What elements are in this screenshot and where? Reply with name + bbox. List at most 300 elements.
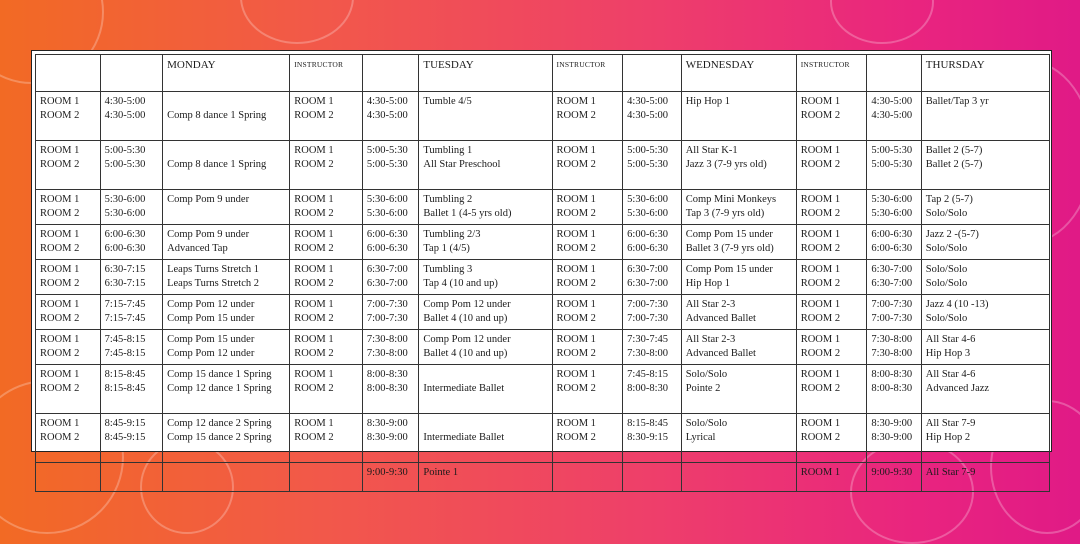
- room-cell-line: ROOM 1: [294, 334, 334, 345]
- header-instructor: INSTRUCTOR: [796, 55, 867, 92]
- room-cell: [290, 225, 363, 260]
- time-cell-line: 7:30-7:45: [627, 334, 669, 345]
- room-cell-line: ROOM 1: [294, 194, 334, 205]
- room-cell-line: ROOM 2: [556, 313, 596, 324]
- time-cell: [867, 330, 921, 365]
- time-cell-line: 8:30-9:00: [871, 432, 913, 443]
- class-cell-line: All Star 4-6: [925, 369, 976, 380]
- time-cell-line: 5:00-5:30: [627, 145, 669, 156]
- class-cell: [419, 463, 552, 492]
- class-cell: [419, 92, 552, 141]
- class-cell-line: Ballet 1 (4-5 yrs old): [423, 208, 512, 219]
- room-cell-line: ROOM 1: [556, 229, 596, 240]
- time-cell-line: 7:45-8:15: [104, 348, 146, 359]
- class-cell-line: Tumble 4/5: [423, 96, 472, 107]
- time-cell: [362, 365, 419, 414]
- class-cell-line: Comp 15 dance 2 Spring: [167, 432, 272, 443]
- time-cell-line: 7:00-7:30: [366, 313, 408, 324]
- class-cell: [921, 295, 1049, 330]
- class-cell-line: Comp Pom 15 under: [685, 264, 773, 275]
- room-cell-line: ROOM 2: [40, 432, 80, 443]
- room-cell-line: ROOM 2: [294, 313, 334, 324]
- room-cell-line: ROOM 2: [556, 110, 596, 121]
- time-cell-line: 8:15-8:45: [104, 369, 146, 380]
- header-thursday: THURSDAY: [921, 55, 1049, 92]
- room-cell: [796, 225, 867, 260]
- room-cell-line: ROOM 2: [294, 208, 334, 219]
- room-cell: [36, 141, 101, 190]
- room-cell-line: ROOM 2: [40, 383, 80, 394]
- time-cell-line: 4:30-5:00: [104, 110, 146, 121]
- room-cell-line: ROOM 1: [40, 96, 80, 107]
- header-blank: [623, 55, 682, 92]
- class-cell-line: Advanced Ballet: [685, 313, 756, 324]
- time-cell-line: 7:00-7:30: [366, 299, 408, 310]
- room-cell: [36, 225, 101, 260]
- class-cell-line: Solo/Solo: [925, 243, 968, 254]
- class-cell: [419, 141, 552, 190]
- room-cell: [290, 365, 363, 414]
- class-cell: [681, 463, 796, 492]
- time-cell-line: 7:30-8:00: [366, 348, 408, 359]
- schedule-row: [36, 190, 1050, 225]
- room-cell-line: ROOM 1: [800, 467, 841, 478]
- room-cell: [552, 225, 623, 260]
- time-cell-line: 8:30-9:00: [366, 418, 408, 429]
- class-cell: [681, 92, 796, 141]
- room-cell-line: ROOM 2: [556, 208, 596, 219]
- time-cell-line: 8:15-8:45: [104, 383, 146, 394]
- room-cell: [552, 190, 623, 225]
- time-cell-line: 5:30-6:00: [104, 208, 146, 219]
- header-wednesday: WEDNESDAY: [681, 55, 796, 92]
- class-cell: [921, 141, 1049, 190]
- schedule-row: [36, 330, 1050, 365]
- header-instructor: INSTRUCTOR: [290, 55, 363, 92]
- class-cell: [419, 260, 552, 295]
- time-cell-line: 5:30-6:00: [627, 208, 669, 219]
- time-cell-line: 8:00-8:30: [366, 369, 408, 380]
- room-cell-line: ROOM 1: [40, 369, 80, 380]
- time-cell-line: 7:15-7:45: [104, 313, 146, 324]
- room-cell-line: ROOM 2: [294, 432, 334, 443]
- class-cell-line: Comp 8 dance 1 Spring: [167, 110, 267, 121]
- time-cell-line: 7:30-8:00: [871, 348, 913, 359]
- class-cell: [419, 295, 552, 330]
- room-cell: [36, 92, 101, 141]
- class-cell-line: Tumbling 2: [423, 194, 473, 205]
- class-cell-line: Leaps Turns Stretch 1: [167, 264, 259, 275]
- time-cell-line: 6:00-6:30: [366, 229, 408, 240]
- class-cell-line: Comp 12 dance 2 Spring: [167, 418, 272, 429]
- room-cell: [36, 295, 101, 330]
- time-cell-line: 8:00-8:30: [627, 383, 669, 394]
- room-cell-line: ROOM 2: [556, 348, 596, 359]
- room-cell-line: ROOM 2: [40, 208, 80, 219]
- time-cell: [867, 295, 921, 330]
- time-cell: [867, 190, 921, 225]
- class-cell: [921, 365, 1049, 414]
- room-cell-line: ROOM 1: [556, 96, 596, 107]
- time-cell-line: 7:00-7:30: [871, 299, 913, 310]
- class-cell-line: Tap 4 (10 and up): [423, 278, 498, 289]
- class-cell-line: Solo/Solo: [685, 369, 728, 380]
- class-cell-line: Comp Pom 12 under: [423, 299, 511, 310]
- schedule-row: [36, 92, 1050, 141]
- header-row: [36, 55, 1050, 92]
- class-cell-line: Lyrical: [685, 432, 716, 443]
- time-cell: [867, 463, 921, 492]
- time-cell-line: 6:30-7:00: [871, 278, 913, 289]
- room-cell-line: ROOM 1: [800, 369, 841, 380]
- time-cell-line: 5:00-5:30: [871, 159, 913, 170]
- class-cell-line: Ballet 4 (10 and up): [423, 348, 508, 359]
- time-cell: [100, 463, 163, 492]
- class-cell: [419, 414, 552, 463]
- time-cell-line: 6:30-7:15: [104, 278, 146, 289]
- room-cell-line: ROOM 1: [556, 264, 596, 275]
- class-cell: [163, 330, 290, 365]
- class-cell-line: Tap 2 (5-7): [925, 194, 973, 205]
- room-cell-line: ROOM 1: [800, 264, 841, 275]
- class-cell-line: Solo/Solo: [925, 278, 968, 289]
- class-cell: [163, 225, 290, 260]
- room-cell: [796, 260, 867, 295]
- time-cell: [100, 190, 163, 225]
- room-cell: [290, 190, 363, 225]
- room-cell-line: ROOM 1: [556, 418, 596, 429]
- class-cell: [681, 365, 796, 414]
- room-cell: [290, 260, 363, 295]
- schedule-row: [36, 414, 1050, 463]
- time-cell-line: 6:00-6:30: [627, 243, 669, 254]
- room-cell-line: ROOM 2: [294, 278, 334, 289]
- time-cell: [362, 414, 419, 463]
- class-cell-line: Intermediate Ballet: [423, 383, 505, 394]
- room-cell: [290, 414, 363, 463]
- room-cell-line: ROOM 2: [40, 313, 80, 324]
- time-cell-line: 4:30-5:00: [627, 110, 669, 121]
- class-cell-line: Comp Pom 9 under: [167, 194, 250, 205]
- room-cell-line: ROOM 2: [800, 313, 841, 324]
- class-cell-line: Solo/Solo: [925, 313, 968, 324]
- class-cell: [681, 330, 796, 365]
- time-cell-line: 7:00-7:30: [627, 299, 669, 310]
- room-cell: [552, 92, 623, 141]
- class-cell: [163, 463, 290, 492]
- time-cell-line: 7:30-8:00: [871, 334, 913, 345]
- time-cell-line: 8:30-9:15: [627, 432, 669, 443]
- class-cell: [681, 260, 796, 295]
- room-cell: [552, 463, 623, 492]
- time-cell-line: 8:30-9:00: [871, 418, 913, 429]
- time-cell: [100, 414, 163, 463]
- class-cell-line: Advanced Jazz: [925, 383, 990, 394]
- class-cell-line: Hip Hop 1: [685, 96, 731, 107]
- time-cell: [100, 295, 163, 330]
- time-cell-line: 6:00-6:30: [104, 243, 146, 254]
- time-cell-line: 5:00-5:30: [366, 159, 408, 170]
- class-cell-line: All Star Preschool: [423, 159, 501, 170]
- time-cell: [362, 330, 419, 365]
- time-cell: [867, 92, 921, 141]
- class-cell: [163, 92, 290, 141]
- room-cell-line: ROOM 2: [800, 348, 841, 359]
- time-cell-line: 7:00-7:30: [627, 313, 669, 324]
- room-cell-line: ROOM 2: [294, 159, 334, 170]
- time-cell-line: 4:30-5:00: [627, 96, 669, 107]
- time-cell-line: 6:30-7:00: [627, 278, 669, 289]
- time-cell: [623, 92, 682, 141]
- time-cell: [362, 225, 419, 260]
- room-cell: [290, 330, 363, 365]
- time-cell-line: 7:00-7:30: [871, 313, 913, 324]
- time-cell: [623, 365, 682, 414]
- time-cell-line: 5:00-5:30: [104, 159, 146, 170]
- time-cell-line: 8:45-9:15: [104, 432, 146, 443]
- room-cell-line: ROOM 1: [40, 334, 80, 345]
- class-cell-line: Comp Pom 15 under: [167, 334, 255, 345]
- time-cell-line: 8:00-8:30: [366, 383, 408, 394]
- class-cell: [419, 225, 552, 260]
- class-cell-line: Tap 3 (7-9 yrs old): [685, 208, 765, 219]
- header-blank: [100, 55, 163, 92]
- time-cell-line: 8:45-9:15: [104, 418, 146, 429]
- class-cell: [921, 92, 1049, 141]
- room-cell: [552, 330, 623, 365]
- time-cell: [623, 190, 682, 225]
- class-cell-line: Jazz 4 (10 -13): [925, 299, 989, 310]
- room-cell-line: ROOM 2: [556, 278, 596, 289]
- time-cell-line: 6:30-7:00: [871, 264, 913, 275]
- time-cell-line: 6:30-7:00: [366, 264, 408, 275]
- class-cell-line: Ballet 2 (5-7): [925, 145, 983, 156]
- class-cell: [163, 414, 290, 463]
- class-cell-line: Hip Hop 2: [925, 432, 971, 443]
- time-cell: [362, 141, 419, 190]
- class-cell-line: Advanced Ballet: [685, 348, 756, 359]
- class-cell: [921, 225, 1049, 260]
- header-blank: [36, 55, 101, 92]
- time-cell: [623, 260, 682, 295]
- header-blank: [867, 55, 921, 92]
- room-cell-line: ROOM 1: [556, 145, 596, 156]
- time-cell: [100, 330, 163, 365]
- time-cell-line: 4:30-5:00: [366, 110, 408, 121]
- room-cell: [552, 141, 623, 190]
- class-cell: [681, 225, 796, 260]
- room-cell-line: ROOM 1: [294, 418, 334, 429]
- class-cell: [163, 141, 290, 190]
- time-cell-line: 5:00-5:30: [104, 145, 146, 156]
- class-cell-line: Tumbling 1: [423, 145, 473, 156]
- class-cell: [921, 260, 1049, 295]
- room-cell-line: ROOM 2: [800, 243, 841, 254]
- class-cell: [419, 190, 552, 225]
- time-cell-line: 6:30-7:00: [627, 264, 669, 275]
- time-cell-line: 5:30-6:00: [366, 194, 408, 205]
- time-cell-line: 4:30-5:00: [104, 96, 146, 107]
- room-cell: [552, 414, 623, 463]
- time-cell-line: 5:30-6:00: [627, 194, 669, 205]
- room-cell-line: ROOM 2: [800, 110, 841, 121]
- room-cell: [796, 330, 867, 365]
- class-cell-line: Advanced Tap: [167, 243, 228, 254]
- room-cell-line: ROOM 2: [40, 278, 80, 289]
- room-cell-line: ROOM 1: [294, 299, 334, 310]
- class-cell-line: Comp 8 dance 1 Spring: [167, 159, 267, 170]
- room-cell-line: ROOM 2: [556, 383, 596, 394]
- room-cell-line: ROOM 2: [800, 383, 841, 394]
- room-cell-line: ROOM 1: [800, 145, 841, 156]
- room-cell-line: ROOM 2: [800, 278, 841, 289]
- time-cell-line: 9:00-9:30: [871, 467, 913, 478]
- class-cell: [163, 260, 290, 295]
- room-cell-line: ROOM 2: [556, 432, 596, 443]
- room-cell-line: ROOM 1: [40, 299, 80, 310]
- class-cell: [163, 365, 290, 414]
- class-cell: [921, 190, 1049, 225]
- room-cell: [552, 295, 623, 330]
- time-cell-line: 6:30-7:00: [366, 278, 408, 289]
- room-cell-line: ROOM 2: [800, 432, 841, 443]
- header-monday: MONDAY: [163, 55, 290, 92]
- time-cell-line: 6:00-6:30: [627, 229, 669, 240]
- time-cell: [867, 260, 921, 295]
- time-cell-line: 5:30-6:00: [871, 194, 913, 205]
- class-cell: [921, 463, 1049, 492]
- class-cell-line: Leaps Turns Stretch 2: [167, 278, 259, 289]
- room-cell-line: ROOM 1: [294, 369, 334, 380]
- room-cell-line: ROOM 1: [40, 418, 80, 429]
- schedule-table: [35, 54, 1050, 492]
- room-cell-line: ROOM 1: [40, 145, 80, 156]
- time-cell: [623, 295, 682, 330]
- time-cell: [623, 463, 682, 492]
- room-cell: [36, 365, 101, 414]
- time-cell: [867, 225, 921, 260]
- schedule-row: [36, 225, 1050, 260]
- class-cell-line: Comp Pom 9 under: [167, 229, 250, 240]
- time-cell-line: 5:00-5:30: [366, 145, 408, 156]
- room-cell-line: ROOM 2: [294, 383, 334, 394]
- schedule-card: [31, 50, 1052, 478]
- room-cell-line: ROOM 1: [800, 418, 841, 429]
- class-cell: [163, 295, 290, 330]
- time-cell: [867, 141, 921, 190]
- header-blank: [362, 55, 419, 92]
- room-cell: [796, 414, 867, 463]
- room-cell-line: ROOM 1: [556, 194, 596, 205]
- time-cell-line: 5:30-6:00: [366, 208, 408, 219]
- class-cell-line: Comp Pom 12 under: [167, 299, 255, 310]
- time-cell-line: 8:00-8:30: [871, 383, 913, 394]
- room-cell-line: ROOM 1: [800, 96, 841, 107]
- time-cell: [100, 141, 163, 190]
- time-cell-line: 5:30-6:00: [104, 194, 146, 205]
- time-cell-line: 7:15-7:45: [104, 299, 146, 310]
- class-cell-line: Jazz 2 -(5-7): [925, 229, 979, 240]
- class-cell-line: Ballet/Tap 3 yr: [925, 96, 989, 107]
- class-cell: [681, 190, 796, 225]
- room-cell-line: ROOM 1: [800, 194, 841, 205]
- class-cell-line: All Star 4-6: [925, 334, 976, 345]
- time-cell-line: 5:30-6:00: [871, 208, 913, 219]
- time-cell-line: 7:45-8:15: [627, 369, 669, 380]
- room-cell: [36, 260, 101, 295]
- class-cell-line: Comp Pom 12 under: [423, 334, 511, 345]
- class-cell: [419, 365, 552, 414]
- class-cell-line: All Star K-1: [685, 145, 738, 156]
- time-cell-line: 6:30-7:15: [104, 264, 146, 275]
- room-cell-line: ROOM 2: [294, 243, 334, 254]
- room-cell: [290, 92, 363, 141]
- room-cell-line: ROOM 2: [800, 159, 841, 170]
- room-cell-line: ROOM 2: [40, 348, 80, 359]
- class-cell: [921, 414, 1049, 463]
- time-cell-line: 5:00-5:30: [627, 159, 669, 170]
- class-cell-line: Jazz 3 (7-9 yrs old): [685, 159, 767, 170]
- schedule-body: [36, 55, 1050, 492]
- class-cell: [681, 414, 796, 463]
- room-cell: [552, 365, 623, 414]
- room-cell-line: ROOM 2: [556, 159, 596, 170]
- schedule-row: [36, 463, 1050, 492]
- time-cell-line: 5:00-5:30: [871, 145, 913, 156]
- time-cell: [867, 414, 921, 463]
- room-cell-line: ROOM 1: [294, 229, 334, 240]
- class-cell-line: Comp Pom 15 under: [167, 313, 255, 324]
- class-cell-line: Ballet 2 (5-7): [925, 159, 983, 170]
- time-cell-line: 7:45-8:15: [104, 334, 146, 345]
- class-cell: [419, 330, 552, 365]
- room-cell: [796, 295, 867, 330]
- time-cell: [362, 92, 419, 141]
- class-cell-line: Pointe 1: [423, 467, 459, 478]
- time-cell: [623, 141, 682, 190]
- time-cell-line: 8:00-8:30: [871, 369, 913, 380]
- time-cell-line: 8:30-9:00: [366, 432, 408, 443]
- class-cell-line: Comp Mini Monkeys: [685, 194, 777, 205]
- room-cell-line: ROOM 1: [556, 369, 596, 380]
- class-cell-line: Tumbling 3: [423, 264, 473, 275]
- time-cell: [623, 414, 682, 463]
- room-cell: [36, 330, 101, 365]
- class-cell-line: Comp 15 dance 1 Spring: [167, 369, 272, 380]
- time-cell-line: 7:30-8:00: [366, 334, 408, 345]
- room-cell-line: ROOM 1: [294, 264, 334, 275]
- room-cell-line: ROOM 1: [40, 264, 80, 275]
- room-cell-line: ROOM 1: [800, 299, 841, 310]
- room-cell-line: ROOM 1: [800, 229, 841, 240]
- room-cell: [552, 260, 623, 295]
- room-cell-line: ROOM 1: [40, 229, 80, 240]
- time-cell-line: 7:30-8:00: [627, 348, 669, 359]
- time-cell: [100, 365, 163, 414]
- room-cell-line: ROOM 2: [40, 110, 80, 121]
- schedule-row: [36, 260, 1050, 295]
- class-cell: [681, 141, 796, 190]
- time-cell-line: 4:30-5:00: [871, 110, 913, 121]
- room-cell-line: ROOM 1: [556, 334, 596, 345]
- room-cell: [36, 414, 101, 463]
- room-cell-line: ROOM 1: [556, 299, 596, 310]
- class-cell-line: All Star 7-9: [925, 467, 976, 478]
- room-cell-line: ROOM 1: [294, 145, 334, 156]
- time-cell-line: 6:00-6:30: [366, 243, 408, 254]
- class-cell-line: Tumbling 2/3: [423, 229, 481, 240]
- class-cell-line: Hip Hop 3: [925, 348, 971, 359]
